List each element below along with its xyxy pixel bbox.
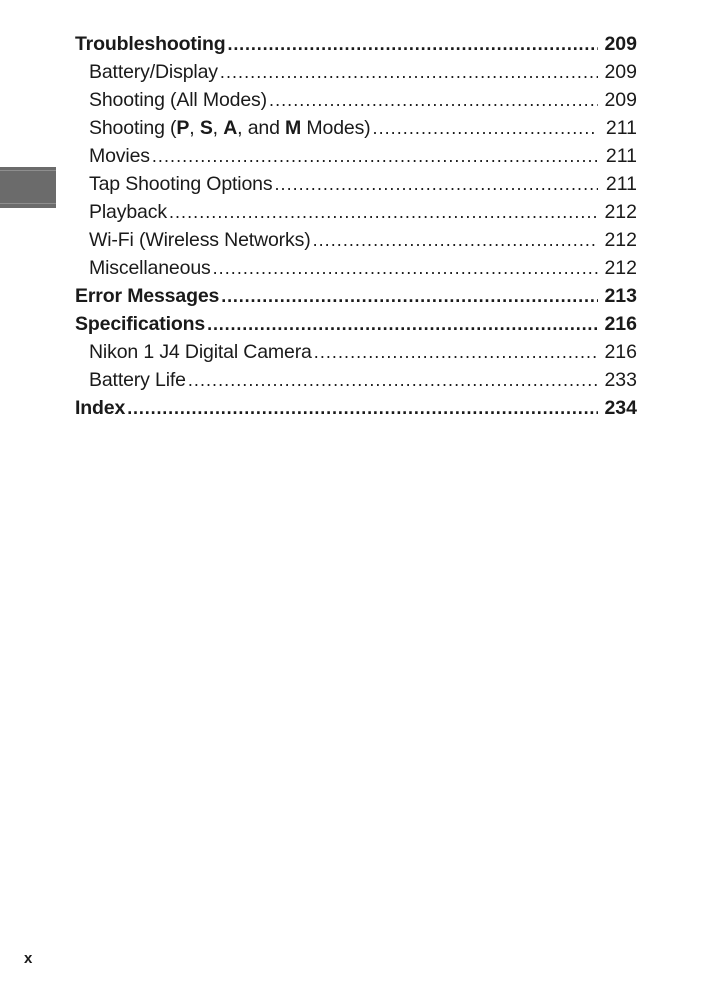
toc-entry-title: Movies bbox=[89, 145, 150, 167]
toc-entry[interactable] bbox=[0, 285, 709, 313]
toc-entry-title: Battery Life bbox=[89, 369, 186, 391]
toc-entry-page-number: 211 bbox=[605, 117, 637, 139]
toc-dot-leader bbox=[188, 371, 598, 387]
toc-entry-title: Wi-Fi (Wireless Networks) bbox=[89, 229, 311, 251]
toc-entry-title: Battery/Display bbox=[89, 61, 218, 83]
toc-title-text: , bbox=[189, 117, 200, 139]
mode-dial-letter: S bbox=[199, 117, 213, 139]
toc-dot-leader bbox=[127, 399, 598, 415]
toc-entry-title: Miscellaneous bbox=[89, 257, 211, 279]
toc-dot-leader bbox=[220, 63, 598, 79]
toc-dot-leader bbox=[313, 231, 598, 247]
toc-entry-title: Specifications bbox=[75, 313, 206, 335]
toc-dot-leader bbox=[152, 147, 598, 163]
toc-entry-title bbox=[89, 117, 371, 140]
toc-entry[interactable] bbox=[0, 201, 709, 229]
mode-dial-letter: M bbox=[285, 117, 302, 139]
toc-dot-leader bbox=[221, 287, 598, 303]
toc-entry-title: Tap Shooting Options bbox=[89, 173, 273, 195]
toc-entry-page-number: 234 bbox=[604, 397, 637, 419]
toc-entry-title: Nikon 1 J4 Digital Camera bbox=[89, 341, 312, 363]
toc-entry-page-number: 211 bbox=[605, 173, 637, 195]
toc-entry[interactable] bbox=[0, 257, 709, 285]
toc-entry-title: Playback bbox=[89, 201, 167, 223]
toc-dot-leader bbox=[227, 35, 598, 51]
toc-entry[interactable] bbox=[0, 61, 709, 89]
toc-entry[interactable] bbox=[0, 369, 709, 397]
toc-entry-page-number: 209 bbox=[604, 61, 637, 83]
toc-entry-title: Error Messages bbox=[75, 285, 220, 307]
table-of-contents bbox=[0, 33, 709, 425]
toc-dot-leader bbox=[207, 315, 598, 331]
toc-title-text: , and bbox=[237, 117, 286, 139]
toc-entry[interactable] bbox=[0, 229, 709, 257]
toc-entry[interactable] bbox=[0, 145, 709, 173]
page-number-folio: x bbox=[24, 950, 33, 967]
toc-dot-leader bbox=[373, 119, 598, 135]
toc-entry-page-number: 209 bbox=[604, 89, 637, 111]
toc-entry-title: Shooting (All Modes) bbox=[89, 89, 268, 111]
toc-dot-leader bbox=[269, 91, 598, 107]
toc-entry-page-number: 212 bbox=[604, 229, 637, 251]
toc-entry-page-number: 213 bbox=[604, 285, 637, 307]
mode-dial-letter: P bbox=[176, 117, 190, 139]
toc-entry-page-number: 212 bbox=[604, 201, 637, 223]
toc-entry[interactable] bbox=[0, 341, 709, 369]
toc-title-text: Modes) bbox=[301, 117, 371, 139]
toc-dot-leader bbox=[274, 175, 598, 191]
toc-entry-page-number: 212 bbox=[604, 257, 637, 279]
toc-entry-page-number: 209 bbox=[604, 33, 637, 55]
toc-entry-page-number: 233 bbox=[604, 369, 637, 391]
toc-entry[interactable] bbox=[0, 397, 709, 425]
toc-title-text: , bbox=[212, 117, 224, 139]
toc-entry-page-number: 211 bbox=[605, 145, 637, 167]
toc-entry[interactable] bbox=[0, 33, 709, 61]
toc-entry-page-number: 216 bbox=[604, 341, 637, 363]
toc-entry-title: Troubleshooting bbox=[75, 33, 226, 55]
toc-entry[interactable] bbox=[0, 117, 709, 145]
toc-dot-leader bbox=[213, 259, 598, 275]
toc-dot-leader bbox=[169, 203, 598, 219]
toc-entry[interactable] bbox=[0, 89, 709, 117]
toc-entry[interactable] bbox=[0, 313, 709, 341]
toc-title-text: Shooting ( bbox=[89, 117, 177, 139]
toc-entry-title: Index bbox=[75, 397, 126, 419]
toc-dot-leader bbox=[314, 343, 598, 359]
toc-entry-page-number: 216 bbox=[604, 313, 637, 335]
mode-dial-letter: A bbox=[223, 117, 238, 139]
toc-entry[interactable] bbox=[0, 173, 709, 201]
